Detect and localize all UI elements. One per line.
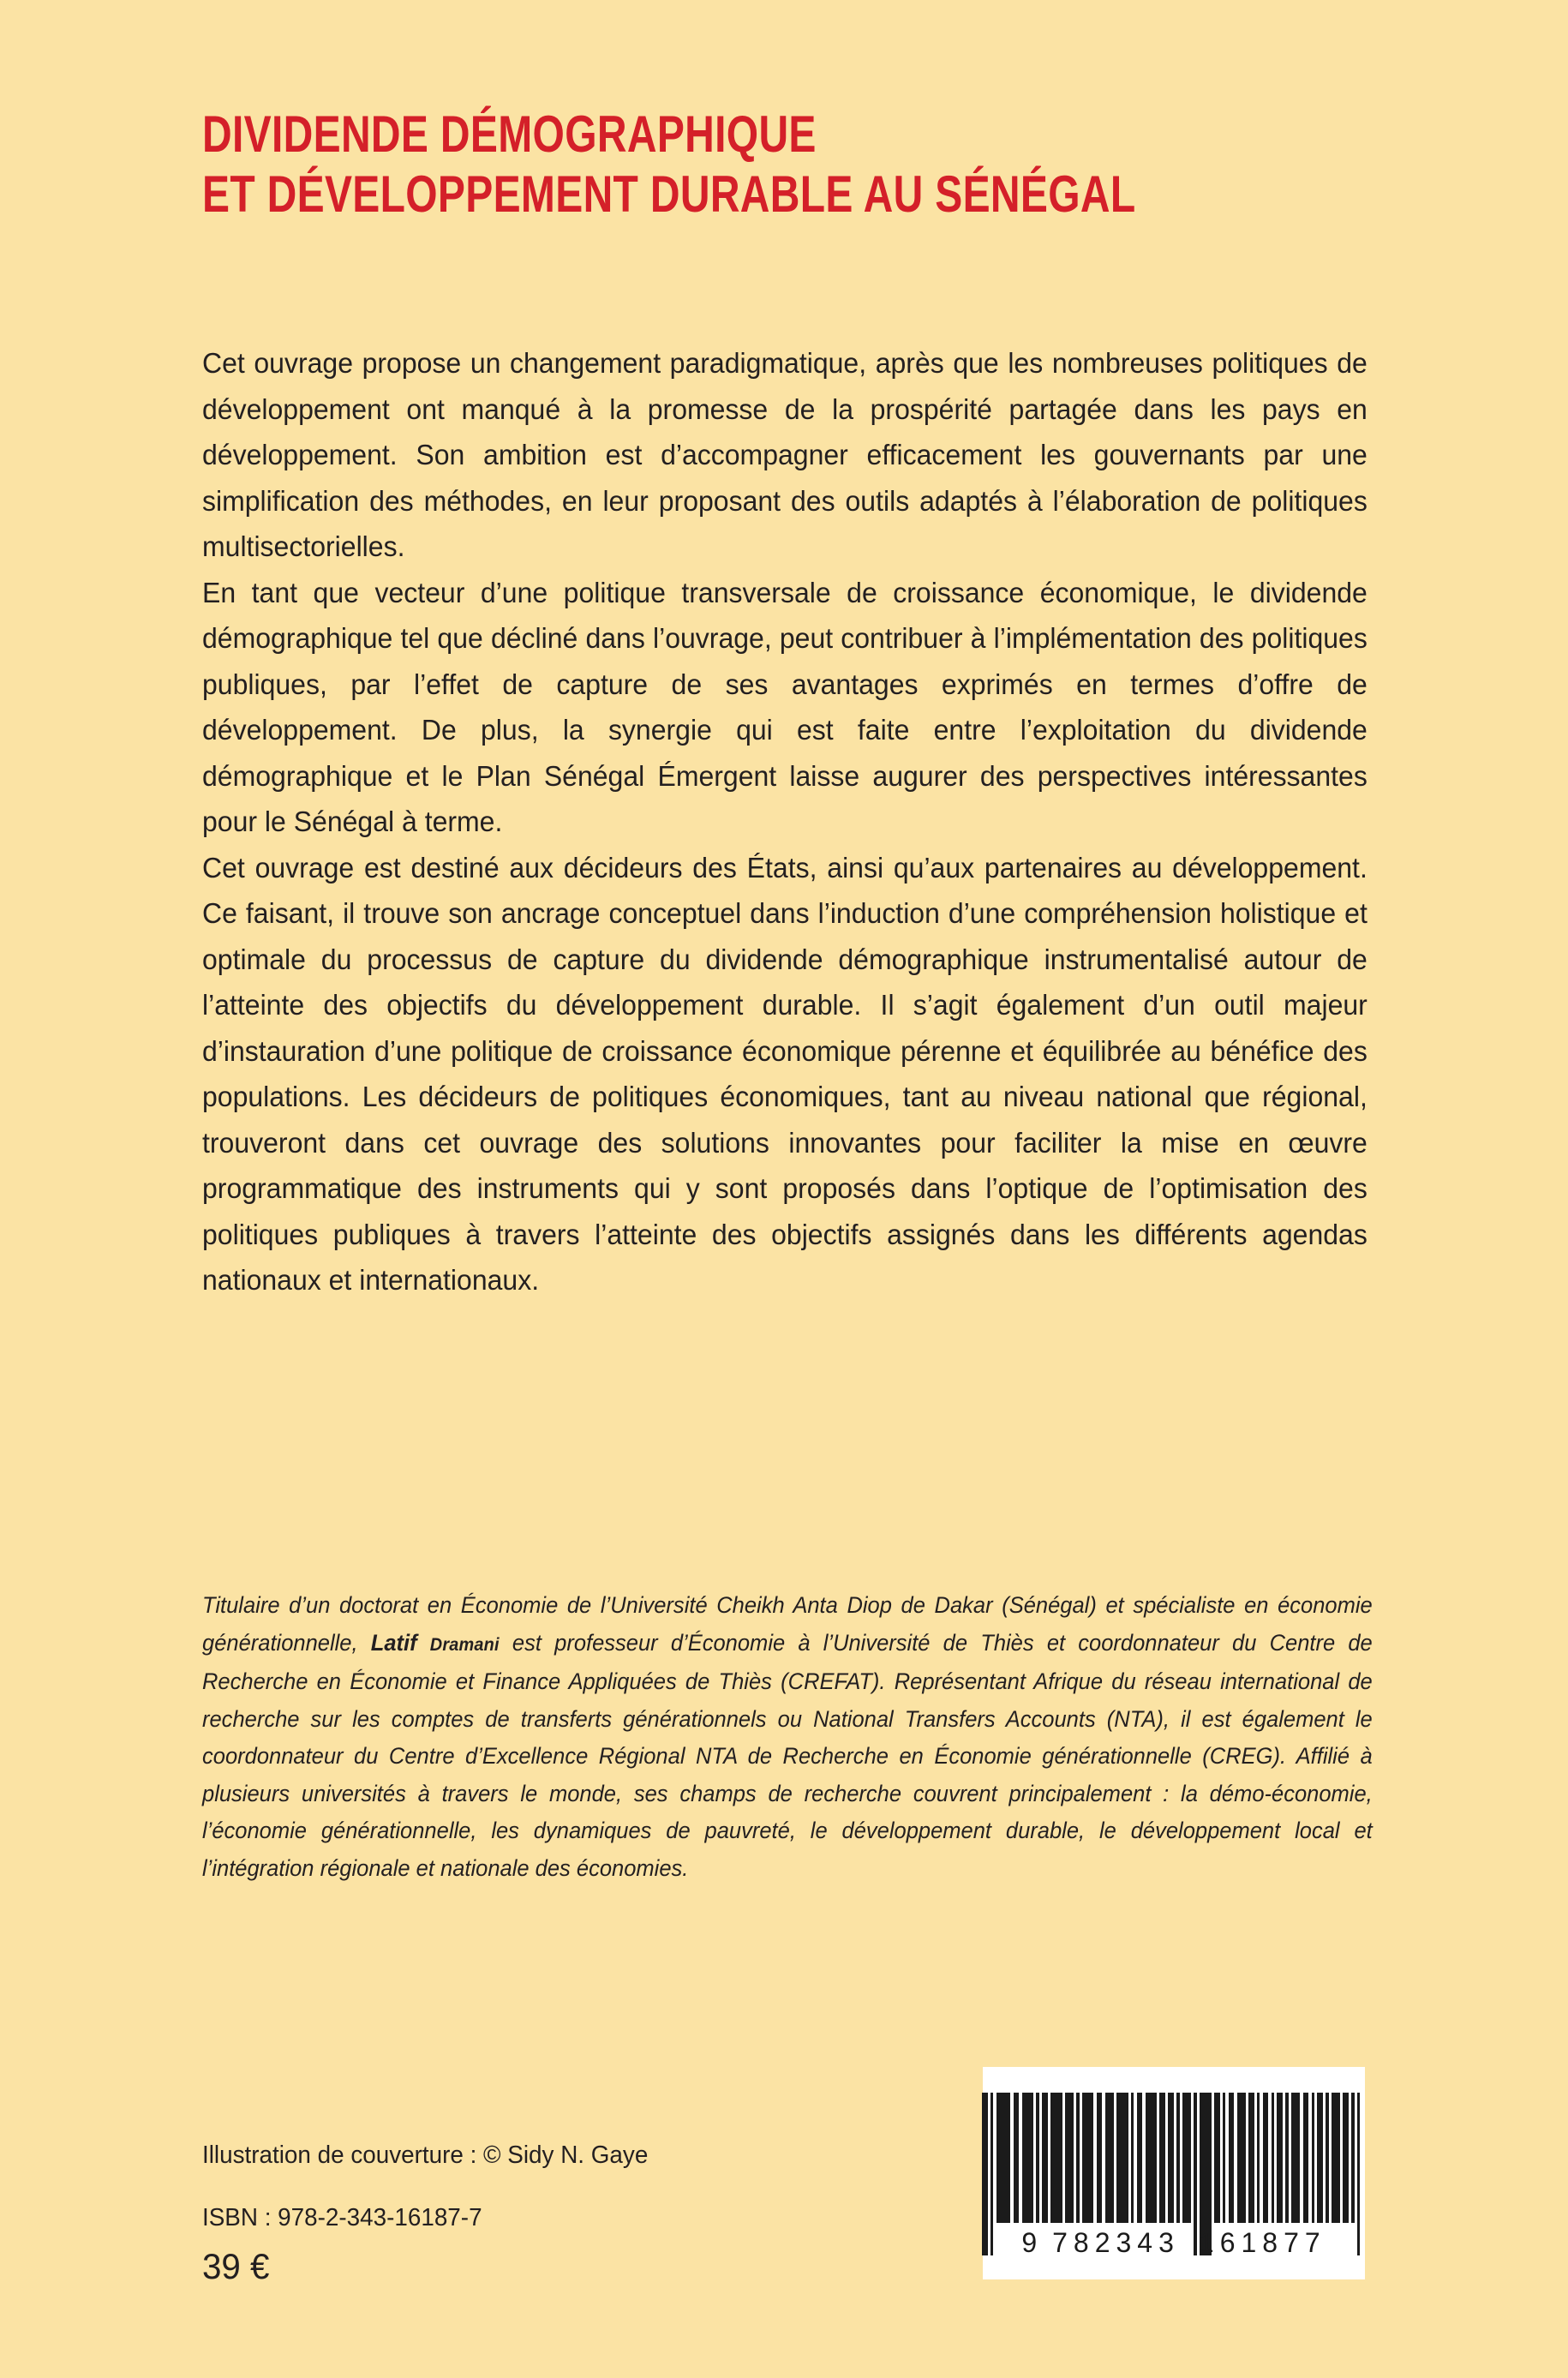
footer-section [202,2141,888,2288]
price-text: 39 € [202,2245,270,2286]
blurb-section [202,341,1368,1304]
author-last-name: Dramani [429,1634,500,1655]
author-bio-text [202,1587,1373,1887]
blurb-paragraph-3: Cet ouvrage est destiné aux décideurs des États, ainsi qu’aux partenaires au développement. Ce faisant, il trouve son ancrage conceptuel dans l’induction d’une compréhension holistique et optimale du processus de capture du dividende démographique instrumentalisé autour de l’atteinte des objectifs du développement durable. Il s’agit également d’un outil majeur d’instauration d’une politique de croissance économique pérenne et équilibrée au bénéfice des populations. Les décideurs de politiques économiques, tant au niveau national que régional, trouveront dans cet ouvrage des solutions innovantes pour faciliter la mise en œuvre programmatique des instruments qui y sont proposés dans l’optique de l’optimisation des politiques publiques à travers l’atteinte des objectifs assignés dans les différents agendas nationaux et internationaux. [202,852,1368,1297]
book-title [202,105,1385,225]
barcode-right-group: 161877 [1198,2227,1326,2258]
blurb-paragraph-2: En tant que vecteur d’une politique transversale de croissance économique, le dividende démographique tel que décliné dans l’ouvrage, peut contribuer à l’implémentation des politiques publiques, par l’effet de capture de ses avantages exprimés en termes d’offre de développement. De plus, la synergie qui est faite entre l’exploitation du dividende démographique et le Plan Sénégal Émergent laisse augurer des perspectives intéressantes pour le Sénégal à terme. [202,577,1368,838]
author-first-name: Latif [370,1629,430,1656]
illustration-credit: Illustration de couverture : © Sidy N. Gaye [202,2141,649,2169]
barcode-bars [982,2093,1366,2223]
title-line-2: ET DÉVELOPPEMENT DURABLE AU SÉNÉGAL [202,165,1136,224]
isbn-text: ISBN : 978-2-343-16187-7 [202,2203,482,2231]
barcode [983,2067,1365,2279]
title-line-1: DIVIDENDE DÉMOGRAPHIQUE [202,105,817,163]
author-bio-section [202,1587,1373,1887]
blurb-paragraph-1: Cet ouvrage propose un changement paradigmatique, après que les nombreuses politiques de développement ont manqué à la promesse de la prospérité partagée dans les pays en développement. Son ambition est d’accompagner efficacement les gouvernants par une simplification des méthodes, en leur proposant des outils adaptés à l’élaboration de politiques multisectorielles. [202,348,1368,563]
bio-part-1: Titulaire d’un doctorat en Économie de l’Université Cheikh Anta Diop de Dakar (Sénégal) et spécialiste en économie générationnelle, [202,1592,1373,1656]
barcode-left-group: 782343 [1052,2227,1180,2258]
bio-part-2: est professeur d’Économie à l’Université de Thiès et coordonnateur du Centre de Recherche en Économie et Finance Appliquées de Thiès (CREFAT). Représentant Afrique du réseau international de recherche sur les comptes de transferts générationnels ou National Transfers Accounts (NTA), il est également le coordonnateur du Centre d’Excellence Régional NTA de Recherche en Économie générationnelle (CREG). Affilié à plusieurs universités à travers le monde, ses champs de recherche couvrent principalement : la démo-économie, l’économie générationnelle, les dynamiques de pauvreté, le développement durable, le développement local et l’intégration régionale et nationale des économies. [202,1629,1373,1881]
barcode-lead-digit: 9 [1021,2227,1038,2258]
barcode-digits [983,2227,1365,2259]
